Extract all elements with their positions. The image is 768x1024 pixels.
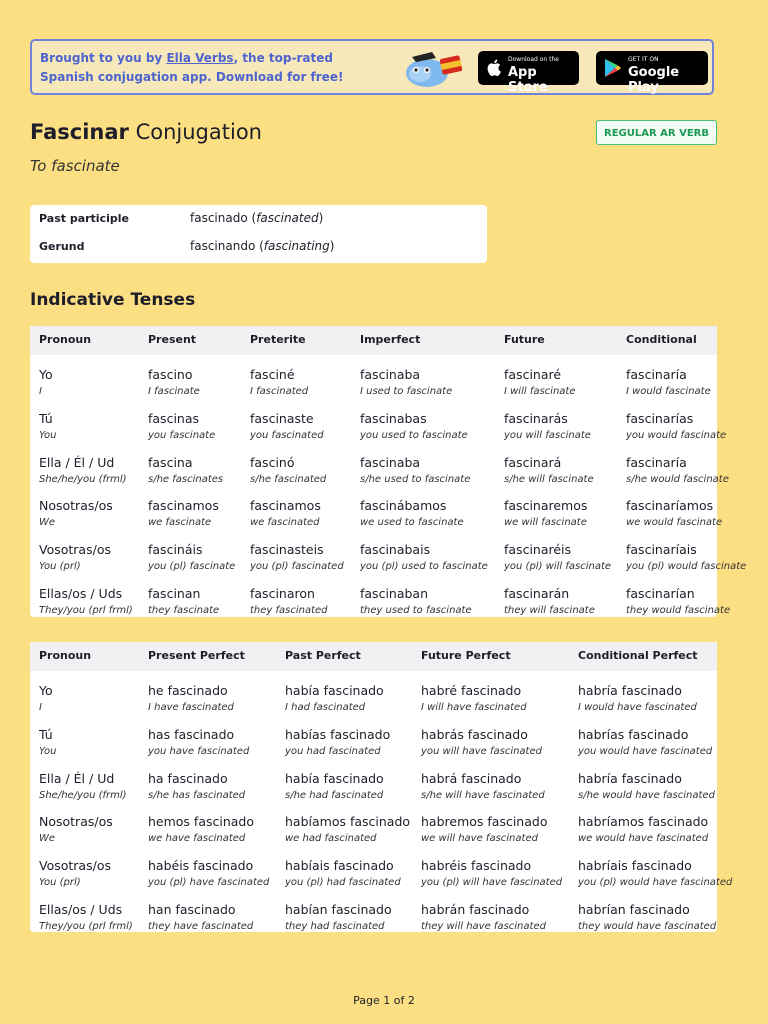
conjugation: fascinaría: [626, 454, 687, 470]
title-word: Conjugation: [128, 120, 262, 144]
info-value: fascinado (fascinated): [190, 211, 324, 225]
info-label: Gerund: [39, 240, 85, 253]
conjugation: fascinaste: [250, 410, 314, 426]
conjugation: habríais fascinado: [578, 858, 692, 874]
table-row: [30, 808, 717, 852]
conjugation: fascinabais: [360, 542, 431, 558]
conjugation-translation: we fascinate: [148, 517, 212, 529]
pronoun-translation: They/you (prl frml): [39, 921, 133, 932]
table-row: [30, 449, 729, 493]
promo-banner: [30, 39, 714, 95]
pronoun-translation: I: [39, 702, 42, 713]
column-header: Conditional Perfect: [578, 649, 698, 662]
conjugation-translation: we would fascinate: [626, 517, 723, 529]
conjugation-translation: they will have fascinated: [421, 921, 546, 932]
pronoun-translation: You: [39, 429, 57, 441]
column-header: Present: [148, 333, 197, 346]
conjugation: habíamos fascinado: [285, 814, 411, 830]
conjugation-translation: you had fascinated: [285, 745, 381, 757]
conjugation: fascinarías: [626, 410, 694, 426]
table-row: [30, 765, 717, 809]
google-play-icon: [604, 58, 622, 78]
conjugation-translation: I had fascinated: [285, 702, 366, 713]
page-title: [30, 120, 262, 144]
conjugation-translation: you (pl) would have fascinated: [578, 877, 733, 889]
conjugation-translation: s/he used to fascinate: [360, 473, 471, 485]
table-header: [30, 642, 717, 671]
conjugation-translation: they used to fascinate: [360, 605, 472, 616]
conjugation-translation: we will fascinate: [504, 517, 587, 529]
ella-verbs-link[interactable]: Ella Verbs: [166, 51, 234, 65]
info-value-text: fascinado: [190, 211, 248, 225]
app-store-button[interactable]: [478, 51, 579, 95]
conjugation: fascinaban: [360, 586, 429, 601]
conjugation-translation: they would have fascinated: [578, 921, 717, 932]
pronoun: Tú: [39, 726, 53, 742]
conjugation-translation: I will have fascinated: [421, 702, 527, 713]
conjugation-translation: s/he had fascinated: [285, 789, 384, 801]
pronoun-translation: I: [39, 386, 42, 397]
conjugation: fascinasteis: [250, 542, 324, 558]
conjugation: habías fascinado: [285, 726, 391, 742]
conjugation: fascinaba: [360, 367, 421, 382]
conjugation: habrías fascinado: [578, 726, 689, 742]
conjugation-translation: they have fascinated: [148, 921, 254, 932]
column-header: Pronoun: [39, 333, 92, 346]
conjugation: habréis fascinado: [421, 858, 532, 874]
conjugation-translation: you (pl) have fascinated: [148, 877, 270, 889]
conjugation-translation: s/he would fascinate: [626, 473, 729, 485]
conjugation-translation: s/he has fascinated: [148, 789, 246, 801]
conjugation: fascinas: [148, 410, 200, 426]
conjugation: habremos fascinado: [421, 814, 548, 830]
conjugation-translation: I used to fascinate: [360, 386, 453, 397]
column-header: Pronoun: [39, 649, 92, 662]
conjugation: habrán fascinado: [421, 902, 530, 917]
pronoun-translation: We: [39, 833, 56, 845]
conjugation: habíais fascinado: [285, 858, 394, 874]
conjugation: fascinaría: [626, 367, 687, 382]
conjugation-translation: I have fascinated: [148, 702, 234, 713]
table-row: [30, 677, 717, 721]
conjugation: habría fascinado: [578, 683, 682, 698]
mascot-logo-icon: [402, 45, 466, 91]
conjugation-translation: they would fascinate: [626, 605, 731, 616]
info-value-text: fascinando: [190, 239, 256, 253]
conjugation-translation: you will have fascinated: [421, 745, 542, 757]
conjugation: fascina: [148, 454, 193, 470]
google-play-label: Google Play: [628, 65, 680, 95]
google-play-small-text: GET IT ON: [628, 56, 659, 63]
pronoun: Ellas/os / Uds: [39, 586, 123, 601]
table-row: [30, 361, 717, 405]
conjugation: fascinan: [148, 586, 201, 601]
conjugation: fascinamos: [250, 498, 321, 514]
conjugation: han fascinado: [148, 902, 236, 917]
conjugation: habría fascinado: [578, 770, 682, 786]
conjugation: habrá fascinado: [421, 770, 522, 786]
column-header: Preterite: [250, 333, 306, 346]
table-row: [30, 580, 731, 624]
table-row: [30, 492, 723, 536]
conjugation-translation: you used to fascinate: [360, 429, 468, 441]
app-store-small-text: Download on the: [508, 56, 559, 63]
perfect-tenses-table: [30, 642, 733, 932]
conjugation: fascinabas: [360, 410, 427, 426]
pronoun-translation: She/he/you (frml): [39, 789, 127, 801]
conjugation: fascinábamos: [360, 498, 447, 514]
conjugation-translation: you have fascinated: [148, 745, 250, 757]
column-header: Past Perfect: [285, 649, 361, 662]
pronoun: Vosotras/os: [39, 542, 111, 558]
section-title: Indicative Tenses: [30, 290, 196, 310]
conjugation-translation: you (pl) used to fascinate: [360, 561, 488, 573]
conjugation-translation: they had fascinated: [285, 921, 385, 932]
conjugation: habríamos fascinado: [578, 814, 709, 830]
table-row: [30, 852, 733, 896]
pronoun-translation: We: [39, 517, 56, 529]
conjugation-translation: s/he fascinated: [250, 473, 327, 485]
column-header: Conditional: [626, 333, 697, 346]
pronoun: Ella / Él / Ud: [39, 770, 115, 786]
conjugation-translation: you (pl) will have fascinated: [421, 877, 563, 889]
conjugation: he fascinado: [148, 683, 228, 698]
conjugation: fascinaba: [360, 454, 421, 470]
conjugation-translation: s/he would have fascinated: [578, 789, 715, 801]
conjugation: fascináis: [148, 542, 203, 558]
info-label: Past participle: [39, 212, 129, 225]
table-row: [30, 536, 747, 580]
conjugation-translation: we had fascinated: [285, 833, 377, 845]
conjugation-translation: we used to fascinate: [360, 517, 464, 529]
pronoun-translation: You (prl): [39, 877, 81, 889]
regular-verb-badge: REGULAR AR VERB: [596, 120, 717, 145]
conjugation-translation: I would fascinate: [626, 386, 711, 397]
pronoun-translation: You: [39, 745, 57, 757]
conjugation: fascinará: [504, 454, 562, 470]
verb-translation: To fascinate: [30, 157, 120, 175]
conjugation-translation: they fascinated: [250, 605, 328, 616]
conjugation: fascinó: [250, 454, 295, 470]
conjugation-translation: they fascinate: [148, 605, 220, 616]
conjugation: fascinamos: [148, 498, 219, 514]
conjugation-translation: we fascinated: [250, 517, 320, 529]
conjugation: habrían fascinado: [578, 902, 690, 917]
banner-prefix: Brought to you by: [40, 51, 167, 65]
conjugation-translation: you (pl) fascinated: [250, 561, 344, 573]
conjugation-translation: we will have fascinated: [421, 833, 538, 845]
conjugation: fascinarán: [504, 586, 570, 601]
column-header: Future: [504, 333, 545, 346]
conjugation-translation: I will fascinate: [504, 386, 576, 397]
banner-text: [40, 49, 380, 87]
conjugation: fascinaré: [504, 367, 562, 382]
conjugation: fascinaremos: [504, 498, 588, 514]
info-card: [30, 205, 487, 263]
pronoun: Nosotras/os: [39, 814, 113, 830]
pronoun: Tú: [39, 410, 53, 426]
pronoun-translation: They/you (prl frml): [39, 605, 133, 616]
pronoun: Nosotras/os: [39, 498, 113, 514]
info-gloss: fascinating: [263, 239, 330, 253]
conjugation-translation: I fascinate: [148, 386, 200, 397]
table-row: [30, 896, 717, 940]
info-gloss: fascinated: [256, 211, 319, 225]
verb-name: Fascinar: [30, 120, 129, 144]
conjugation-translation: you will fascinate: [504, 429, 591, 441]
banner-suffix: , the top-rated Spanish conjugation app. Download for free!: [40, 51, 344, 84]
conjugation: habré fascinado: [421, 683, 522, 698]
table-row: [30, 721, 717, 765]
pronoun: Ellas/os / Uds: [39, 902, 123, 917]
page-number: Page 1 of 2: [353, 994, 415, 1007]
column-header: Present Perfect: [148, 649, 245, 662]
past-participle-row: [30, 205, 487, 233]
conjugation-translation: you (pl) will fascinate: [504, 561, 612, 573]
conjugation: habían fascinado: [285, 902, 392, 917]
google-play-button[interactable]: [596, 51, 708, 95]
conjugation-translation: they will fascinate: [504, 605, 595, 616]
conjugation-translation: you fascinate: [148, 429, 216, 441]
conjugation: fascinarás: [504, 410, 568, 426]
conjugation: fascinaréis: [504, 542, 572, 558]
simple-tenses-table: [30, 326, 747, 617]
conjugation-translation: we have fascinated: [148, 833, 246, 845]
conjugation-translation: you (pl) had fascinated: [285, 877, 401, 889]
apple-icon: [486, 58, 502, 77]
conjugation: has fascinado: [148, 726, 235, 742]
pronoun-translation: You (prl): [39, 561, 81, 573]
conjugation-translation: we would have fascinated: [578, 833, 709, 845]
conjugation: fasciné: [250, 367, 295, 382]
pronoun: Vosotras/os: [39, 858, 111, 874]
conjugation-translation: I fascinated: [250, 386, 309, 397]
conjugation-translation: s/he will have fascinated: [421, 789, 545, 801]
conjugation: había fascinado: [285, 683, 384, 698]
conjugation: ha fascinado: [148, 770, 228, 786]
pronoun: Yo: [39, 683, 53, 698]
conjugation: había fascinado: [285, 770, 384, 786]
conjugation: fascinaríais: [626, 542, 697, 558]
conjugation-translation: you would have fascinated: [578, 745, 713, 757]
info-value: fascinando (fascinating): [190, 239, 335, 253]
conjugation: habéis fascinado: [148, 858, 254, 874]
table-header: [30, 326, 717, 355]
conjugation-translation: I would have fascinated: [578, 702, 697, 713]
conjugation-translation: you would fascinate: [626, 429, 727, 441]
conjugation: fascinarían: [626, 586, 695, 601]
pronoun-translation: She/he/you (frml): [39, 473, 127, 485]
pronoun: Ella / Él / Ud: [39, 454, 115, 470]
table-row: [30, 405, 727, 449]
conjugation: fascino: [148, 367, 193, 382]
column-header: Imperfect: [360, 333, 421, 346]
conjugation: habrás fascinado: [421, 726, 528, 742]
gerund-row: [30, 233, 487, 261]
column-header: Future Perfect: [421, 649, 511, 662]
conjugation: fascinaron: [250, 586, 315, 601]
conjugation-translation: you (pl) would fascinate: [626, 561, 747, 573]
conjugation: fascinaríamos: [626, 498, 714, 514]
conjugation-translation: s/he will fascinate: [504, 473, 594, 485]
conjugation-translation: s/he fascinates: [148, 473, 224, 485]
conjugation-translation: you fascinated: [250, 429, 324, 441]
app-store-label: App Store: [508, 65, 548, 95]
pronoun: Yo: [39, 367, 53, 382]
conjugation: hemos fascinado: [148, 814, 255, 830]
conjugation-translation: you (pl) fascinate: [148, 561, 236, 573]
